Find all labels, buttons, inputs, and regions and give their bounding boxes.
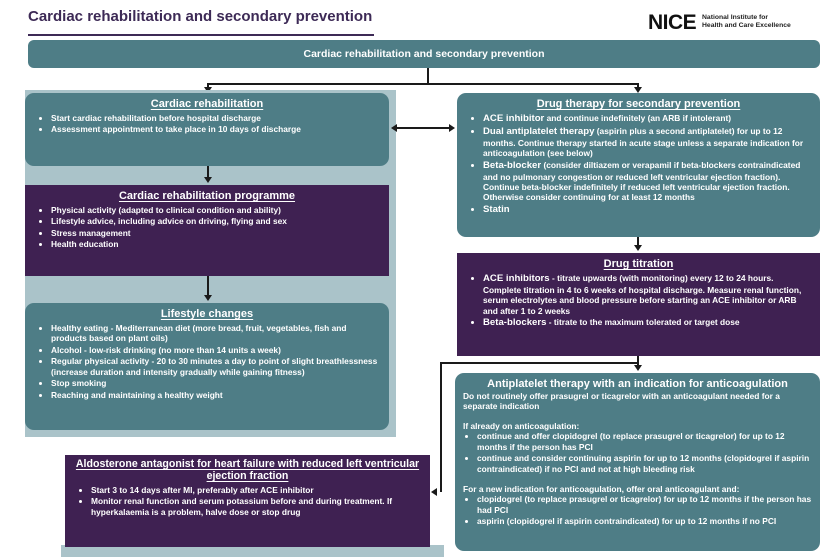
connector-rehab-drugtherapy (397, 127, 451, 129)
drug-name: ACE inhibitors (483, 273, 550, 284)
list-item: • Reaching and maintaining a healthy weight (51, 390, 381, 400)
list-item: • Health education (51, 239, 381, 249)
antiplatelet-section1-list (455, 431, 820, 474)
list-item (483, 126, 812, 159)
arrowhead-programme-to-lifestyle-icon (204, 295, 212, 301)
arrowhead-into-aldosterone-icon (431, 488, 437, 496)
box-cardiac-rehabilitation (25, 93, 389, 166)
connector-titration-to-aldosterone-hline (440, 362, 637, 364)
box-cardiac-rehabilitation-programme (25, 185, 389, 276)
box-drug-titration-list (457, 273, 820, 329)
box-lifestyle-list (25, 323, 389, 400)
box-cardiac-rehabilitation-list (25, 113, 389, 135)
list-item: • continue and offer clopidogrel (to replace prasugrel or ticagrelor) for up to 12 months if the person has PCI (477, 431, 812, 452)
box-aldosterone-list (65, 485, 430, 517)
connector-banner-stub (427, 68, 429, 84)
list-item (483, 113, 812, 125)
list-item: • clopidogrel (to replace prasugrel or ticagrelor) for up to 12 months if the person has had PCI (477, 494, 812, 515)
title-underline (28, 34, 374, 36)
box-antiplatelet-anticoagulation (455, 373, 820, 551)
list-item: • Alcohol - low-risk drinking (no more than 14 units a week) (51, 345, 381, 355)
drug-detail: - titrate to the maximum tolerated or target dose (546, 317, 740, 328)
nice-logo: NICE (648, 11, 697, 34)
drug-detail: - titrate upwards (with monitoring) every 12 to 24 hours. Complete titration in 4 to 6 weeks of hospital discharge. Measure renal function, serum electrolytes and blood pressure before starting an ACE inhibitor or ARB and after 1 to 2 weeks (483, 273, 802, 316)
list-item: • Start 3 to 14 days after MI, preferably after ACE inhibitor (91, 485, 422, 495)
antiplatelet-intro: Do not routinely offer prasugrel or ticagrelor with an anticoagulant needed for a separate indication (463, 391, 780, 412)
connector-titration-to-aldosterone-vline (440, 362, 442, 492)
box-aldosterone-antagonist (65, 455, 430, 547)
drug-detail: and continue indefinitely (an ARB if intolerant) (544, 113, 732, 123)
box-aldosterone-title: Aldosterone antagonist for heart failure with reduced left ventricular ejection fraction (75, 458, 420, 482)
list-item (483, 160, 812, 203)
list-item: • Stress management (51, 228, 381, 238)
nice-tagline-line1: National Institute for (702, 14, 769, 21)
list-item (483, 273, 812, 316)
list-item (483, 317, 812, 329)
list-item: • aspirin (clopidogrel if aspirin contraindicated) for up to 12 months if no PCI (477, 516, 812, 526)
list-item: • Monitor renal function and serum potassium before and during treatment. If hyperkalaemia is a problem, halve dose or stop drug (91, 496, 422, 517)
page-title: Cardiac rehabilitation and secondary prevention (28, 8, 373, 25)
box-programme-list (25, 205, 389, 250)
box-drug-titration (457, 253, 820, 356)
box-programme-title: Cardiac rehabilitation programme (118, 190, 296, 202)
list-item: • Regular physical activity - 20 to 30 minutes a day to point of slight breathlessness (increase duration and intensity gradually while gaining fitness) (51, 356, 381, 377)
drug-detail: (aspirin plus a second antiplatelet) for up to 12 months. Continue therapy started in acute stage unless a separate indication for anticoagulation (see below) (483, 125, 804, 159)
list-item: • Stop smoking (51, 378, 381, 388)
list-item: • continue and consider continuing aspirin for up to 12 months (clopidogrel if aspirin contraindicated) if no PCI and not at high bleeding risk (477, 453, 812, 474)
box-drug-therapy-title: Drug therapy for secondary prevention (536, 98, 741, 110)
drug-detail: (consider diltiazem or verapamil if beta-blockers contraindicated and no pulmonary congestion or reduced left ventricular ejection fraction). Continue beta-blocker indefinitely if reduced left ventricular ejection fraction. Otherwise consider continuing for at least 12 months (483, 159, 801, 203)
list-item: • Physical activity (adapted to clinical condition and ability) (51, 205, 381, 215)
arrowhead-rehab-to-programme-icon (204, 177, 212, 183)
list-item: • Lifestyle advice, including advice on driving, flying and sex (51, 216, 381, 226)
connector-programme-to-lifestyle (207, 276, 209, 296)
box-cardiac-rehabilitation-title: Cardiac rehabilitation (150, 98, 264, 110)
box-drug-titration-title: Drug titration (603, 258, 674, 270)
box-antiplatelet-title: Antiplatelet therapy with an indication for anticoagulation (487, 378, 788, 390)
list-item: • Healthy eating - Mediterranean diet (more bread, fruit, vegetables, fish and products based on plant oils) (51, 323, 381, 344)
arrowhead-toward-drugtherapy-icon (449, 124, 455, 132)
antiplatelet-section2-label: For a new indication for anticoagulation, offer oral anticoagulant and: (463, 483, 740, 494)
list-item (483, 204, 812, 216)
arrowhead-toward-rehab-icon (391, 124, 397, 132)
connector-banner-hline (207, 83, 638, 85)
arrowhead-titration-to-antiplatelet-icon (634, 365, 642, 371)
antiplatelet-section1-label: If already on anticoagulation: (463, 420, 580, 431)
drug-name: Dual antiplatelet therapy (483, 125, 595, 137)
box-drug-therapy (457, 93, 820, 237)
arrowhead-drugtherapy-to-titration-icon (634, 245, 642, 251)
drug-name: Beta-blockers (483, 317, 547, 329)
drug-name: ACE inhibitor (483, 113, 545, 124)
drug-name: Statin (483, 203, 510, 215)
nice-logo-tagline (702, 14, 791, 30)
spacer (455, 475, 820, 484)
list-item: • Assessment appointment to take place in 10 days of discharge (51, 124, 381, 134)
nice-tagline-line2: Health and Care Excellence (702, 22, 791, 30)
list-item: • Start cardiac rehabilitation before hospital discharge (51, 113, 381, 123)
box-lifestyle-changes (25, 303, 389, 430)
box-lifestyle-title: Lifestyle changes (160, 308, 254, 320)
spacer (455, 412, 820, 421)
drug-name: Beta-blocker (483, 159, 542, 171)
antiplatelet-section2-list (455, 494, 820, 526)
top-banner: Cardiac rehabilitation and secondary prevention (28, 40, 820, 68)
box-drug-therapy-list (457, 113, 820, 216)
